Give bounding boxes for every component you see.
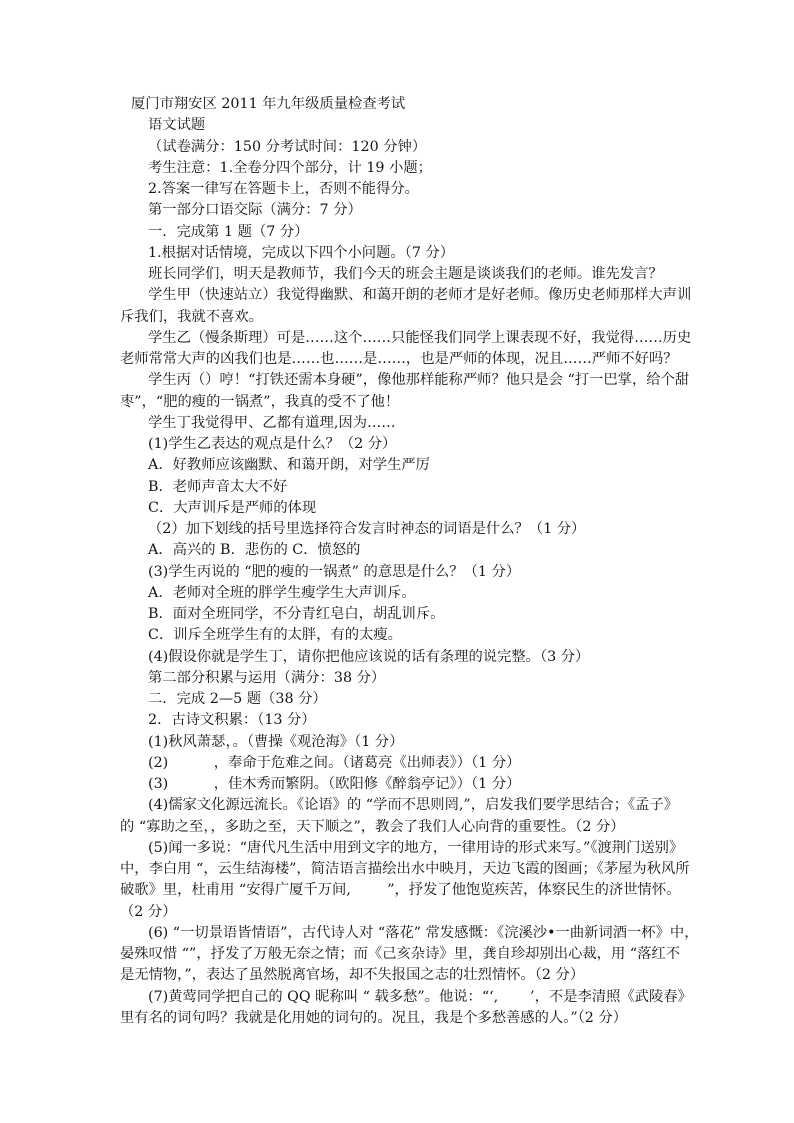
document-line: 2.答案一律写在答题卡上，否则不能得分。 [148,181,419,197]
document-line: 枣”，“肥的瘦的一锅煮”，我真的受不了他！ [120,394,400,410]
document-line: (6) “一切景语皆情语”，古代诗人对 “落花” 常发感慨：《浣溪沙•一曲新词酒一杯》中， [148,925,699,941]
document-line: (1)秋风萧瑟，。（曹操《观沧海》（1 分） [148,734,404,750]
document-line: B．面对全班同学，不分青红皂白，胡乱训斥。 [148,606,445,622]
document-line: A．老师对全班的胖学生瘦学生大声训斥。 [148,585,416,601]
document-line: 2．古诗文积累：（13 分） [148,712,316,728]
document-line: 老师常常大声的凶我们也是……也……是……，也是严师的体现，况且……严师不好吗？ [120,351,678,367]
document-line: 中，李白用 “，云生结海楼”，简洁语言描绘出水中映月，天边飞霞的图画；《茅屋为秋风所 [120,861,690,877]
document-line: 学生丙（）哼！“打铁还需本身硬”，像他那样能称严师？他只是会 “打一巴掌，给个甜 [148,372,690,388]
document-line: 1.根据对话情境，完成以下四个小问题。（7 分） [148,245,455,261]
document-line: 考生注意：1.全卷分四个部分，计 19 小题； [148,160,432,176]
document-line: 二．完成 2—5 题（38 分） [148,691,327,707]
document-line: 厦门市翔安区 2011 年九年级质量检查考试 [131,96,406,112]
document-line: 晏殊叹惜 “”，抒发了万般无奈之情；而《己亥杂诗》里，龚自珍却别出心裁，用 “落红不 [120,946,680,962]
document-line: C．大声训斥是严师的体现 [148,500,317,516]
document-line: C．训斥全班学生有的太胖，有的太瘦。 [148,627,402,643]
document-line: (3)学生丙说的 “肥的瘦的一锅煮” 的意思是什么？（1 分） [148,564,521,580]
document-line: 语文试题 [148,117,206,133]
document-line: (7)黄莺同学把自己的 QQ 昵称叫 “ 载多愁”。他说：“‘, ’，不是李清照《武陵春》 [148,989,692,1005]
document-line: A．高兴的 B．悲伤的 C．愤怒的 [148,542,361,558]
document-line: 学生乙（慢条斯理）可是……这个……只能怪我们同学上课表现不好，我觉得……历史 [148,330,692,346]
document-line: （2）加下划线的括号里选择符合发言时神态的词语是什么？（1 分） [148,521,586,537]
document-line: (5)闻一多说：“唐代凡生活中用到文字的地方，一律用诗的形式来写。”《渡荆门送别》 [148,840,684,856]
document-line: （试卷满分：150 分考试时间：120 分钟） [148,139,427,155]
document-line: 里有名的词句吗？我就是化用她的词句的。况且，我是个多愁善感的人。”（2 分） [120,1010,628,1026]
document-line: 学生甲（快速站立）我觉得幽默、和蔼开朗的老师才是好老师。像历史老师那样大声训 [148,287,692,303]
document-line: (3) ，佳木秀而繁阴。（欧阳修《醉翁亭记》）（1 分） [148,776,521,792]
document-line: 破歌》里，杜甫用 “安得广厦千万间, ”，抒发了他饱览疾苦，体察民生的济世情怀。 [120,882,681,898]
document-line: (4)儒家文化源远流长。《论语》的 “学而不思则罔,”，启发我们要学思结合；《孟子》 [148,797,679,813]
document-line: 斥我们，我就不喜欢。 [120,309,263,325]
document-line: 的 “寡助之至，，多助之至，天下顺之”，教会了我们人心向背的重要性。（2 分） [120,819,625,835]
document-line: 第一部分口语交际（满分：7 分） [148,202,362,218]
document-line: 是无情物，”，表达了虽然脱离官场，却不失报国之志的壮烈情怀。（2 分） [120,967,585,983]
document-line: 第二部分积累与运用（满分：38 分） [148,670,386,686]
document-line: 学生丁我觉得甲、乙都有道理,因为…… [148,415,396,431]
document-line: （2 分） [120,904,177,920]
document-line: A．好教师应该幽默、和蔼开朗，对学生严厉 [148,457,430,473]
document-line: 班长同学们，明天是教师节，我们今天的班会主题是谈谈我们的老师。谁先发言？ [148,266,663,282]
document-line: (2) ，奉命于危难之间。（诸葛亮《出师表》）（1 分） [148,755,521,771]
document-line: B．老师声音太大不好 [148,479,288,495]
document-line: (4)假设你就是学生丁，请你把他应该说的话有条理的说完整。（3 分） [148,649,590,665]
document-line: 一．完成第 1 题（7 分） [148,224,309,240]
document-line: (1)学生乙表达的观点是什么？（2 分） [148,436,397,452]
